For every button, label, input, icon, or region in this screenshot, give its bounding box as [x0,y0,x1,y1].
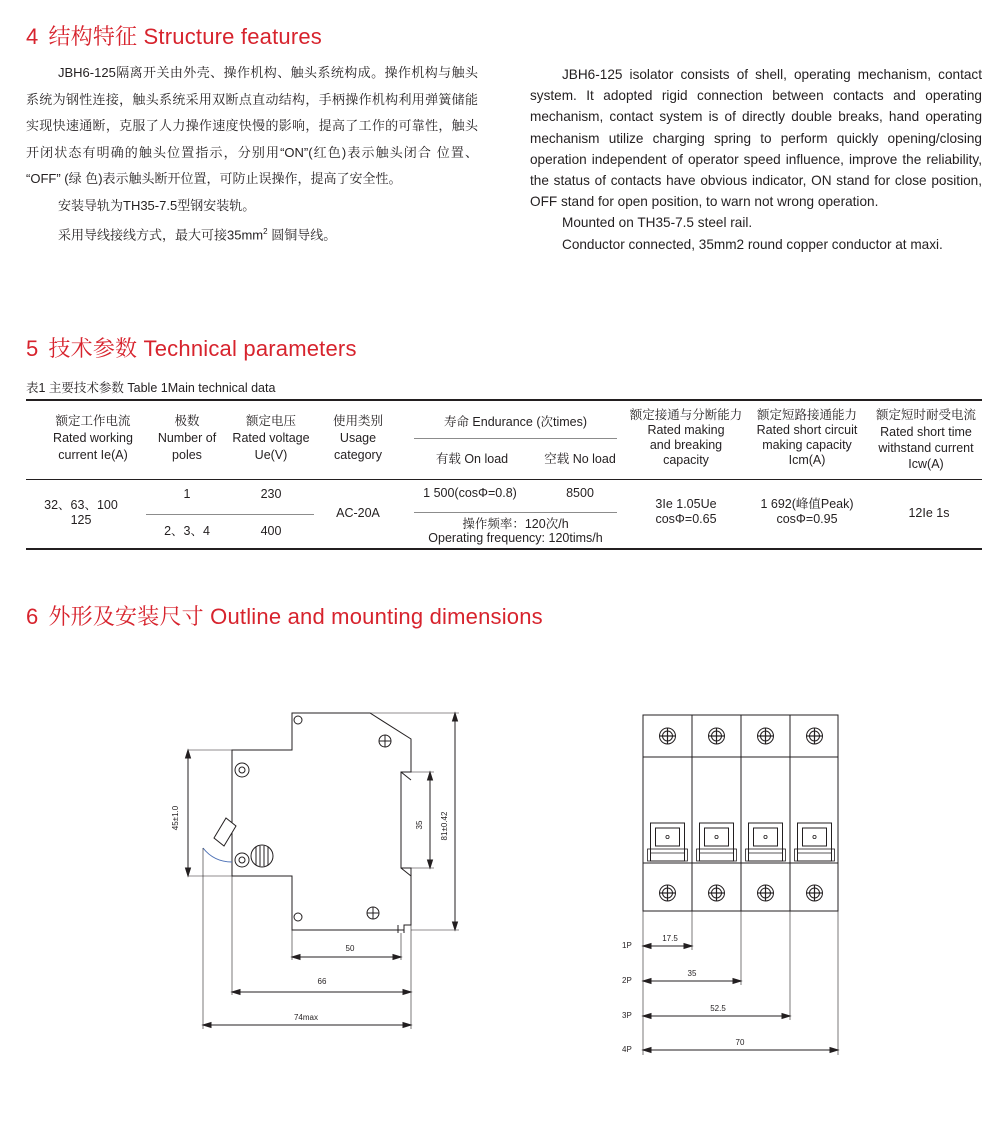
edge-line [401,772,411,780]
table-caption: 表1 主要技术参数 Table 1Main technical data [26,381,276,395]
cell-category: AC-20A [336,506,380,520]
cell-current-1: 32、63、100 [44,498,118,512]
handle-window [803,828,827,846]
handle-window [754,828,778,846]
superscript: 2 [263,227,268,236]
header-making-en1: Rated making [647,423,725,437]
en-paragraph-1: JBH6-125 isolator consists of shell, operating mechanism, contact system. It adopted rigid connection between contacts and operating mechanism, contact system is of directly double breaks, hand operating mechanism utilize charging spring to perform quickly opening/closing operation independent of operator speed influence, improve the reliability, the status of contacts have obvious indicator, ON stand for close position, OFF stand for open position, to warn not wrong operation. [530,67,982,210]
dim-35-label: 35 [687,969,697,978]
dim-17-5-label: 17.5 [662,934,678,943]
cell-making-1: 3Ie 1.05Ue [655,497,717,511]
dim-35-label: 35 [415,820,424,830]
header-no-load: 空载 No load [544,452,616,466]
cell-making-2: cosΦ=0.65 [655,512,717,526]
section-title-text: 外形及安装尺寸 Outline and mounting dimensions [48,604,543,629]
cn-paragraph-2: 安装导轨为TH35-7.5型钢安装轨。 [58,197,256,213]
header-making-en3: capacity [663,453,709,467]
dim-45-label: 45±1.0 [171,805,180,831]
front-view-labels [622,934,745,1054]
header-endurance: 寿命 Endurance (次times) [443,415,588,429]
dim-50-label: 50 [345,944,355,953]
cell-frequency-en: Operating frequency: 120tims/h [428,531,603,545]
header-making-cn: 额定接通与分断能力 [629,408,743,422]
header-withstand-cn: 额定短时耐受电流 [875,408,976,422]
header-voltage-en2: Ue(V) [254,448,288,462]
breaker-outline [232,713,411,930]
cell-short-1: 1 692(峰值Peak) [760,497,854,511]
header-poles-cn: 极数 [174,414,200,428]
cell-poles-2: 2、3、4 [164,524,210,538]
header-voltage-en1: Rated voltage [232,431,310,445]
cell-current-2: 125 [70,513,92,527]
dim-66-label: 66 [317,977,327,986]
cell-voltage-1: 230 [260,487,282,501]
section-number: 5 [26,336,39,361]
cn-paragraph-1: JBH6-125隔离开关由外壳、操作机构、触头系统构成。操作机构与触头系统为钢性连接，触头系统采用双断点直动结构，手柄操作机构利用弹簧储能实现快速通断，克服了人力操作速度快慢的影响，提高了工作的可靠性，触头开闭状态有明确的触头位置指示，分别用“ON”(红色)表示触头闭合 位置、 “OFF” (绿 色)表示触头断开位置，可防止误操作，提高了安全性。 [26,65,478,186]
header-category-en1: Usage [339,431,377,445]
screw-icon [294,716,302,724]
front-view-dimensions [643,911,838,1055]
pole-label-4p: 4P [622,1045,632,1054]
section-title-text: 结构特征 Structure features [48,24,323,49]
cell-withstand: 12Ie 1s [908,506,950,520]
handle-base [648,849,688,861]
header-current-en2: current Ie(A) [58,448,128,462]
screw-icon [235,853,249,867]
cell-short-2: cosΦ=0.95 [776,512,838,526]
section-number: 4 [26,24,39,49]
header-short-en3: Icm(A) [788,453,826,467]
header-withstand-en1: Rated short time [880,425,972,439]
header-poles-en1: Number of [157,431,217,445]
side-view-dimension-labels [171,805,449,1022]
cell-no-load: 8500 [566,486,594,500]
handle-arc [203,848,232,862]
header-short-cn: 额定短路接通能力 [756,408,857,422]
handle-base [746,849,786,861]
header-withstand-en2: withstand current [878,441,974,455]
cell-frequency-cn: 操作频率：120次/h [462,517,569,531]
knob-icon [251,845,273,867]
cell-on-load: 1 500(cosΦ=0.8) [423,486,517,500]
dim-70-label: 70 [735,1038,745,1047]
header-making-en2: and breaking [649,438,723,452]
header-on-load: 有载 On load [435,452,509,466]
header-poles-en2: poles [172,448,202,462]
cell-poles-1: 1 [183,487,191,501]
header-short-en1: Rated short circuit [756,423,858,437]
header-short-en2: making capacity [762,438,852,452]
screw-icon [294,913,302,921]
header-current-en1: Rated working [53,431,133,445]
section-number: 6 [26,604,39,629]
dim-74max-label: 74max [293,1013,319,1022]
front-view-drawing [643,715,838,911]
handle-window [656,828,680,846]
header-current-cn: 额定工作电流 [55,414,131,428]
header-category-cn: 使用类别 [332,414,383,428]
edge-line [401,868,411,876]
en-paragraph-3: Conductor connected, 35mm2 round copper conductor at maxi. [562,236,943,252]
cn-paragraph-3-end: 圆铜导线。 [267,227,337,243]
pole-label-2p: 2P [622,976,632,985]
cell-voltage-2: 400 [260,524,282,538]
handle-base [795,849,835,861]
en-paragraph-2: Mounted on TH35-7.5 steel rail. [562,215,753,231]
handle-lever [214,818,236,846]
pole-label-3p: 3P [622,1011,632,1020]
header-voltage-cn: 额定电压 [245,414,296,428]
header-withstand-en3: Icw(A) [908,457,944,471]
dim-81-label: 81±0.42 [440,811,449,841]
handle-base [697,849,737,861]
handle-window [705,828,729,846]
header-category-en2: category [334,448,382,462]
pole-label-1p: 1P [622,941,632,950]
dim-52-5-label: 52.5 [710,1004,726,1013]
cn-paragraph-3-text: 采用导线接线方式，最大可接35mm [58,227,264,243]
section-title-text: 技术参数 Technical parameters [48,336,357,361]
screw-icon [235,763,249,777]
